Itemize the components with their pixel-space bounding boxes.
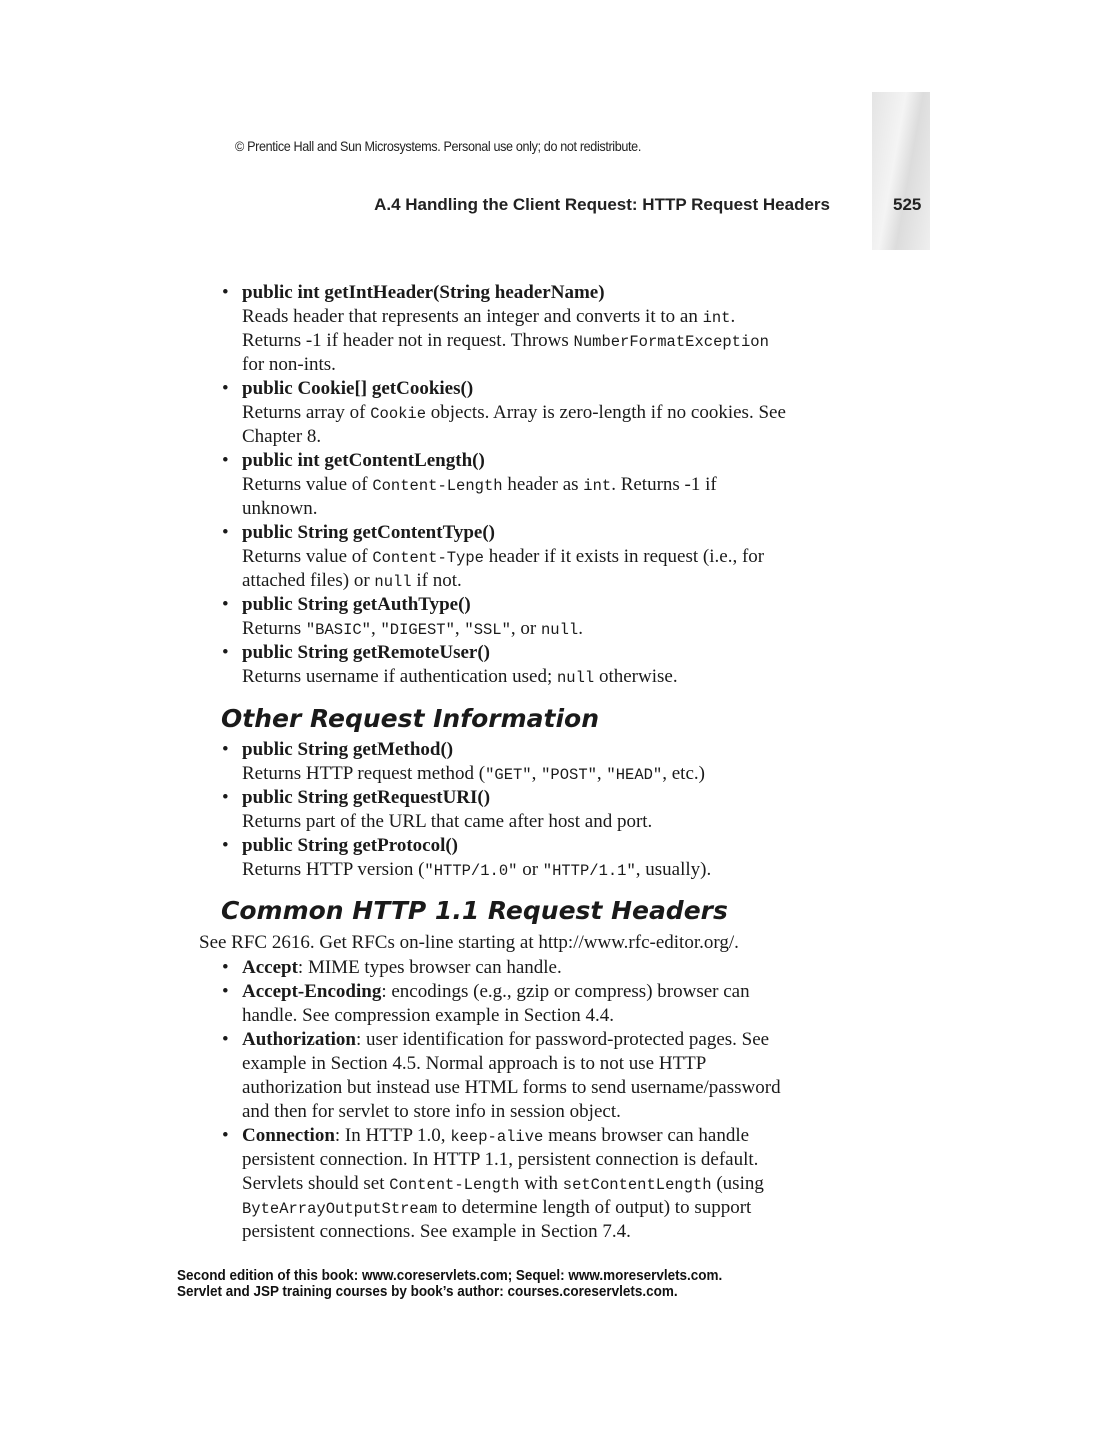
copyright-notice: © Prentice Hall and Sun Microsystems. Personal use only; do not redistribute. xyxy=(235,138,641,154)
list-item xyxy=(222,786,711,834)
bold-term: public String getProtocol() xyxy=(242,835,459,856)
code-text: int xyxy=(702,309,731,327)
bullet-icon: • xyxy=(222,835,229,856)
code-text: NumberFormatException xyxy=(573,333,769,351)
footer-line-2: Servlet and JSP training courses by book’s author: courses.coreservlets.com. xyxy=(177,1284,678,1300)
code-text: null xyxy=(557,669,595,687)
item-title xyxy=(242,449,786,473)
item-title xyxy=(242,1124,781,1148)
bullet-icon: • xyxy=(222,378,229,399)
item-description-line xyxy=(242,1148,781,1172)
text-run: if not. xyxy=(411,570,462,591)
text-run: (using xyxy=(711,1173,764,1194)
bold-term: public int getContentLength() xyxy=(242,450,485,471)
item-description-line xyxy=(242,569,786,593)
page-edge-tab xyxy=(872,92,930,250)
code-text: "HTTP/1.0" xyxy=(424,862,518,880)
bullet-icon: • xyxy=(222,739,229,760)
item-description-line xyxy=(242,1220,781,1244)
bullet-icon: • xyxy=(222,594,229,615)
text-run: , usually). xyxy=(635,859,712,880)
list-item xyxy=(222,281,786,377)
item-title xyxy=(242,834,711,858)
item-description-line xyxy=(242,497,786,521)
code-text: null xyxy=(374,573,412,591)
code-text: "BASIC" xyxy=(305,621,371,639)
list-item xyxy=(222,641,786,689)
bullet-icon: • xyxy=(222,957,229,978)
item-description-line xyxy=(242,353,786,377)
item-title xyxy=(242,521,786,545)
bullet-icon: • xyxy=(222,282,229,303)
text-run: Returns xyxy=(242,618,306,639)
list-item xyxy=(222,521,786,593)
item-description-line xyxy=(242,1052,781,1076)
list-item xyxy=(222,593,786,641)
bold-term: public String getRemoteUser() xyxy=(242,642,491,663)
text-run: handle. See compression example in Section 4.4. xyxy=(242,1005,614,1026)
code-text: "SSL" xyxy=(464,621,511,639)
text-run: , xyxy=(370,618,381,639)
list-item xyxy=(222,980,781,1028)
page-number: 525 xyxy=(893,195,922,214)
bullet-icon: • xyxy=(222,981,229,1002)
text-run: Reads header that represents an integer and converts it to an xyxy=(242,306,703,327)
text-run: attached files) or xyxy=(242,570,375,591)
item-title xyxy=(242,738,711,762)
item-title xyxy=(242,786,711,810)
list-other-request-info xyxy=(222,738,711,882)
text-run: Returns HTTP request method ( xyxy=(242,763,486,784)
text-run: Returns value of xyxy=(242,474,373,495)
text-run: . xyxy=(578,618,583,639)
bullet-icon: • xyxy=(222,642,229,663)
text-run: Chapter 8. xyxy=(242,426,322,447)
text-run: , xyxy=(454,618,465,639)
text-run: with xyxy=(519,1173,563,1194)
text-run: . xyxy=(730,306,736,327)
text-run: Returns array of xyxy=(242,402,371,423)
code-text: "POST" xyxy=(541,766,597,784)
item-title xyxy=(242,377,786,401)
text-run: : In HTTP 1.0, xyxy=(334,1125,451,1146)
bold-term: Authorization xyxy=(242,1029,356,1050)
code-text: int xyxy=(583,477,612,495)
text-run: header if it exists in request (i.e., for xyxy=(483,546,765,567)
code-text: Content-Type xyxy=(372,549,484,567)
text-run: for non-ints. xyxy=(242,354,336,375)
code-text: "DIGEST" xyxy=(380,621,455,639)
text-run: Servlets should set xyxy=(242,1173,390,1194)
item-title xyxy=(242,1028,781,1052)
list-item xyxy=(222,449,786,521)
text-run: and then for servlet to store info in session object. xyxy=(242,1101,621,1122)
text-run: header as xyxy=(502,474,584,495)
code-text: setContentLength xyxy=(562,1176,712,1194)
text-run: . Returns -1 if xyxy=(611,474,717,495)
bold-term: public String getContentType() xyxy=(242,522,495,543)
item-description-line xyxy=(242,473,786,497)
list-item xyxy=(222,738,711,786)
list-item xyxy=(222,834,711,882)
item-description-line xyxy=(242,401,786,425)
section-heading-other-request-information: Other Request Information xyxy=(221,704,600,733)
code-text: Content-Length xyxy=(389,1176,520,1194)
item-description-line xyxy=(242,329,786,353)
item-description-line xyxy=(242,305,786,329)
item-description-line xyxy=(242,810,711,834)
code-text: Content-Length xyxy=(372,477,503,495)
item-title xyxy=(242,980,781,1004)
code-text: "HTTP/1.1" xyxy=(542,862,636,880)
text-run: : user identification for password-protected pages. See xyxy=(356,1029,770,1050)
list-item xyxy=(222,377,786,449)
item-description-line xyxy=(242,665,786,689)
item-title xyxy=(242,641,786,665)
text-run: Returns part of the URL that came after host and port. xyxy=(242,811,653,832)
item-description-line xyxy=(242,858,711,882)
text-run: : encodings (e.g., gzip or compress) browser can xyxy=(381,981,750,1002)
item-description-line xyxy=(242,1076,781,1100)
item-description-line xyxy=(242,617,786,641)
bold-term: public int getIntHeader(String headerName) xyxy=(242,282,605,303)
text-run: Returns username if authentication used; xyxy=(242,666,557,687)
text-run: objects. Array is zero-length if no cookies. See xyxy=(426,402,786,423)
footer-notice xyxy=(177,1268,722,1300)
section-heading-common-headers: Common HTTP 1.1 Request Headers xyxy=(221,896,728,925)
item-title xyxy=(242,593,786,617)
footer-line-1: Second edition of this book: www.coreservlets.com; Sequel: www.moreservlets.com. xyxy=(177,1268,723,1284)
text-run: authorization but instead use HTML forms to send username/password xyxy=(242,1077,781,1098)
bold-term: Accept xyxy=(242,957,298,978)
item-title xyxy=(242,956,781,980)
code-text: keep-alive xyxy=(450,1128,544,1146)
text-run: , etc.) xyxy=(662,763,705,784)
list-request-methods xyxy=(222,281,786,689)
text-run: Returns -1 if header not in request. Throws xyxy=(242,330,574,351)
code-text: "GET" xyxy=(485,766,532,784)
bullet-icon: • xyxy=(222,1125,229,1146)
item-title xyxy=(242,281,786,305)
bullet-icon: • xyxy=(222,1029,229,1050)
text-run: or xyxy=(517,859,543,880)
text-run: , or xyxy=(510,618,541,639)
code-text: Cookie xyxy=(370,405,427,423)
item-description-line xyxy=(242,1196,781,1220)
text-run: persistent connection. In HTTP 1.1, persistent connection is default. xyxy=(242,1149,759,1170)
text-run: persistent connections. See example in Section 7.4. xyxy=(242,1221,631,1242)
list-item xyxy=(222,1028,781,1124)
rfc-intro-text: See RFC 2616. Get RFCs on-line starting at http://www.rfc-editor.org/. xyxy=(199,932,739,953)
code-text: null xyxy=(541,621,579,639)
bold-term: public String getAuthType() xyxy=(242,594,471,615)
text-run: , xyxy=(531,763,542,784)
list-item xyxy=(222,956,781,980)
bullet-icon: • xyxy=(222,450,229,471)
text-run: : MIME types browser can handle. xyxy=(297,957,562,978)
text-run: means browser can handle xyxy=(543,1125,750,1146)
list-common-headers xyxy=(222,956,781,1244)
item-description-line xyxy=(242,762,711,786)
bold-term: Accept-Encoding xyxy=(242,981,382,1002)
text-run: example in Section 4.5. Normal approach is to not use HTTP xyxy=(242,1053,707,1074)
text-run: , xyxy=(596,763,607,784)
text-run: Returns HTTP version ( xyxy=(242,859,425,880)
bold-term: public String getRequestURI() xyxy=(242,787,491,808)
bullet-icon: • xyxy=(222,787,229,808)
item-description-line xyxy=(242,1100,781,1124)
text-run: unknown. xyxy=(242,498,318,519)
text-run: Returns value of xyxy=(242,546,373,567)
text-run: otherwise. xyxy=(594,666,678,687)
bullet-icon: • xyxy=(222,522,229,543)
bold-term: Connection xyxy=(242,1125,335,1146)
item-description-line xyxy=(242,545,786,569)
bold-term: public String getMethod() xyxy=(242,739,454,760)
list-item xyxy=(222,1124,781,1244)
bold-term: public Cookie[] getCookies() xyxy=(242,378,474,399)
item-description-line xyxy=(242,1172,781,1196)
text-run: to determine length of output) to support xyxy=(437,1197,752,1218)
code-text: "HEAD" xyxy=(606,766,663,784)
item-description-line xyxy=(242,1004,781,1028)
running-head: A.4 Handling the Client Request: HTTP Request Headers xyxy=(374,195,830,214)
item-description-line xyxy=(242,425,786,449)
code-text: ByteArrayOutputStream xyxy=(242,1200,438,1218)
